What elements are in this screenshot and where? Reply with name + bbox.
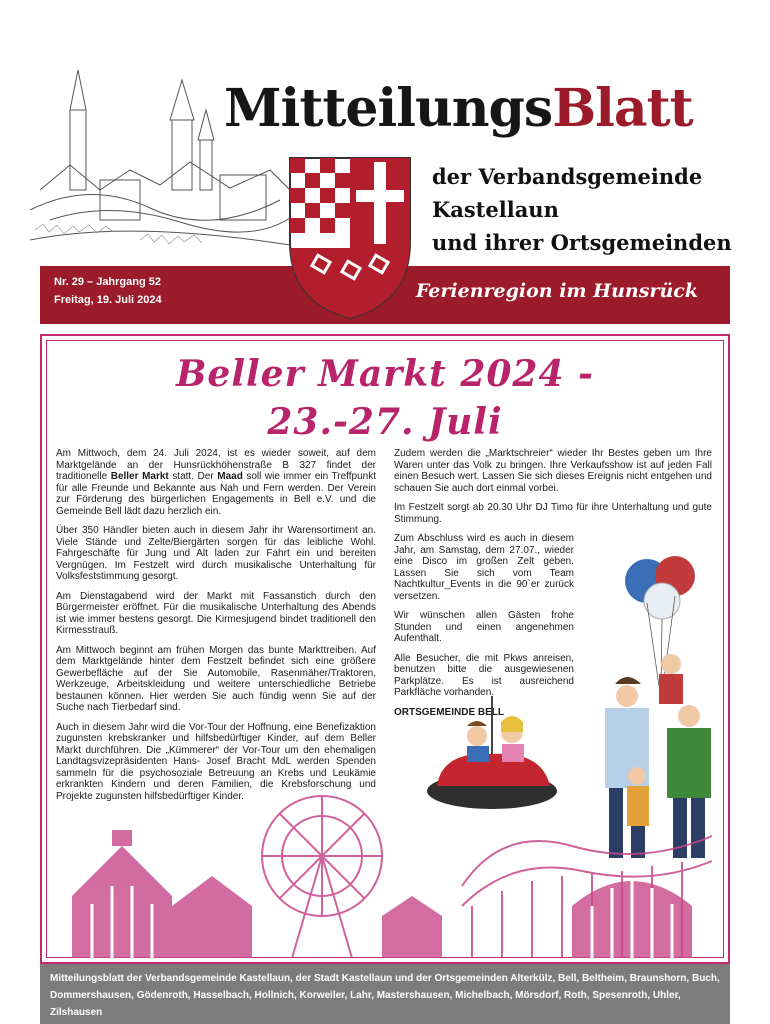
text-run: statt. Der <box>168 471 218 482</box>
article-column-left <box>56 448 376 810</box>
title-part-mitteilungs: Mitteilungs <box>224 78 553 139</box>
headline-line: Beller Markt 2024 - <box>175 353 594 395</box>
footer-municipalities: Mitteilungsblatt der Verbandsgemeinde Kastellaun, der Stadt Kastellaun und der Ortsgemeinden Alterkülz, Bell, Beltheim, Braunshorn, Buch, Dommershausen, Gödenroth, Hasselbach, Hollnich, Korweiler, Lahr, Mastershausen, Michelbach, Mörsdorf, Roth, Spesenroth, Uhler, Zilshausen <box>40 964 730 1024</box>
subtitle-line: der Verbandsgemeinde <box>432 164 703 189</box>
paragraph: Alle Besucher, die mit Pkws anreisen, benutzen bitte die ausgewiesenen Parkplätze. Es ist ausreichend Parkfläche vorhanden. <box>394 652 574 698</box>
narrow-text-block <box>394 533 574 718</box>
text-run: soll wie immer ein Treffpunkt für alle Freunde und Bekannte aus Nah und Fern werden. Der Verein zur Förderung des bürgerlichen Engagements in Bell e.V. und die Gemeinde Bell lädt dazu herzlich ein. <box>56 471 377 517</box>
region-slogan: Ferienregion im Hunsrück <box>415 280 698 302</box>
signature: ORTSGEMEINDE BELL <box>394 706 505 718</box>
title-part-blatt: Blatt <box>552 78 693 139</box>
paragraph: Im Festzelt sorgt ab 20.30 Uhr DJ Timo für ihre Unterhaltung und gute Stimmung. <box>394 502 712 525</box>
issue-info <box>54 273 162 309</box>
subtitle-line: Kastellaun <box>432 197 559 222</box>
paragraph: Wir wünschen allen Gästen frohe Stunden und einen angenehmen Aufenthalt. <box>394 610 574 644</box>
subtitle-line: und ihrer Ortsgemeinden <box>432 230 732 255</box>
coat-of-arms-icon <box>282 152 418 322</box>
paragraph: Zum Abschluss wird es auch in diesem Jahr, am Samstag, dem 27.07., wieder eine Disco im großen Zelt geben. Lassen Sie sich vom Team Nachtkultur_Events in die 90`er zurück versetzen. <box>394 533 574 602</box>
issue-number: Nr. 29 – Jahrgang 52 <box>54 276 161 288</box>
masthead-title <box>224 78 693 139</box>
article-frame <box>40 334 730 964</box>
paragraph <box>56 448 376 517</box>
paragraph: Zudem werden die „Marktschreier“ wieder Ihr Bestes geben um Ihre Waren unter das Volk zu bringen. Ihre Verkaufsshow ist auf jeden Fall einen Besuch wert. Lassen Sie sich dieses Ereignis nicht entgehen und schauen Sie auch dort einmal vorbei. <box>394 448 712 494</box>
paragraph: Am Mittwoch beginnt am frühen Morgen das bunte Markttreiben. Auf dem Marktgelände hinter dem Festzelt befindet sich eine größere Gewerbefläche auf der Sie Automobile, Rasenmäher/Traktoren, Werkzeuge, Arbeitskleidung und weitere unterschiedliche Betriebe bestaunen können. Hier werden Sie auch fündig wenn Sie auf der Suche nach Tierbedarf sind. <box>56 644 376 713</box>
text-run: Am Mittwoch, dem 24. Juli 2024, ist es wieder soweit, auf dem Marktgelände an der Hunsrückhöhenstraße B 327 findet der traditionelle <box>56 448 376 482</box>
bold-text: Maad <box>217 471 243 482</box>
issue-date: Freitag, 19. Juli 2024 <box>54 294 162 306</box>
masthead-subtitle <box>432 160 732 259</box>
fairground-silhouette-illustration <box>52 776 720 958</box>
article-headline <box>42 350 728 446</box>
headline-line: 23.-27. Juli <box>267 401 503 443</box>
bold-text: Beller Markt <box>110 471 169 482</box>
paragraph: Über 350 Händler bieten auch in diesem Jahr ihr Warensortiment an. Viele Stände und Zelte/Biergärten sorgen für das leibliche Wohl. Fahrgeschäfte für Jung und Alt laden zur Fahrt ein und bereiten Vergnügen. Im Festzelt wird durch musikalische Unterhaltung für Volksfeststimmung gesorgt. <box>56 525 376 582</box>
paragraph: Am Dienstagabend wird der Markt mit Fassanstich durch den Bürgermeister eröffnet. Für die musikalische Unterhaltung des Abends ist wie immer bestens gesorgt. Die Kirmesjugend bindet traditionell den Kirmesstrauß. <box>56 590 376 636</box>
paragraph: Auch in diesem Jahr wird die Vor-Tour der Hoffnung, eine Benefizaktion zugunsten krebskranker und hilfsbedürftiger Kinder, auf dem Beller Markt durchführen. Die „Kümmerer“ der Vor-Tour um den ehemaligen Landtagsvizepräsidenten Hans- Josef Bracht MdL werden Spenden sammeln für die psychosoziale Betreuung an Krebs und Leukämie erkrankten Kindern und deren Familien, die Krebsforschung und Projekte zugunsten hilfsbedürftiger Kinder. <box>56 721 376 802</box>
